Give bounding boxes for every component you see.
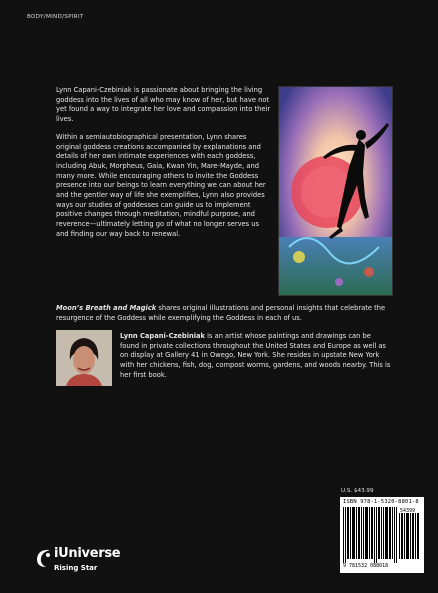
summary-text: shares original illustrations and personal insights that celebrate the resurgence of the Goddess while exemplifying the Goddess in each of us.	[56, 304, 386, 322]
summary-paragraph	[56, 304, 391, 323]
category-label: BODY/MIND/SPIRIT	[27, 14, 84, 20]
publisher-tagline: Rising Star	[54, 564, 98, 572]
intro-paragraph-1: Lynn Capani-Czebiniak is passionate about bringing the living goddess into the lives of all who may know of her, but have not yet found a way to integrate her love and compassion into their lives.	[56, 86, 271, 124]
barcode-bars	[343, 507, 421, 563]
goddess-painting	[278, 86, 393, 296]
publisher-logo	[34, 546, 124, 576]
price-code: 54399	[400, 508, 416, 514]
author-bio	[120, 332, 392, 381]
author-name: Lynn Capani-Czebiniak	[120, 332, 205, 340]
barcode-digits: 9 781532 088018	[343, 563, 389, 569]
intro-paragraph-2: Within a semiautobiographical presentation, Lynn shares original goddess creations accompanied by explanations and details of her own intimate experiences with each goddess, including Abuk, Morpheus, Gaia, Kwan Yin, Mare-Mayde, and many more. While encouraging others to invite the Goddess presence into our beings to learn everything we can about her and the gentler way of life she exemplifies, Lynn also provides ways our studies of goddesses can guide us to implement positive changes through meditation, mindful purpose, and reverence—ultimately letting go of what no longer serves us and finding our way back to renewal.	[56, 132, 266, 238]
author-photo	[56, 330, 112, 386]
author-bio-text: is an artist whose paintings and drawings can be found in private collections throughout the United States and Europe as well as on display at Gallery 41 in Owego, New York. She resides in upstate New York with her chickens, fish, dog, compost worms, gardens, and woods nearby. This is her first book.	[120, 332, 391, 379]
iuniverse-swoosh-icon	[34, 547, 54, 569]
isbn-text: ISBN 978-1-5320-8801-8	[343, 499, 419, 505]
barcode	[340, 497, 424, 573]
price-label: U.S. $43.99	[341, 488, 374, 494]
publisher-name: iUniverse	[54, 546, 121, 561]
book-title: Moon’s Breath and Magick	[56, 304, 157, 312]
intro-section	[56, 86, 271, 248]
